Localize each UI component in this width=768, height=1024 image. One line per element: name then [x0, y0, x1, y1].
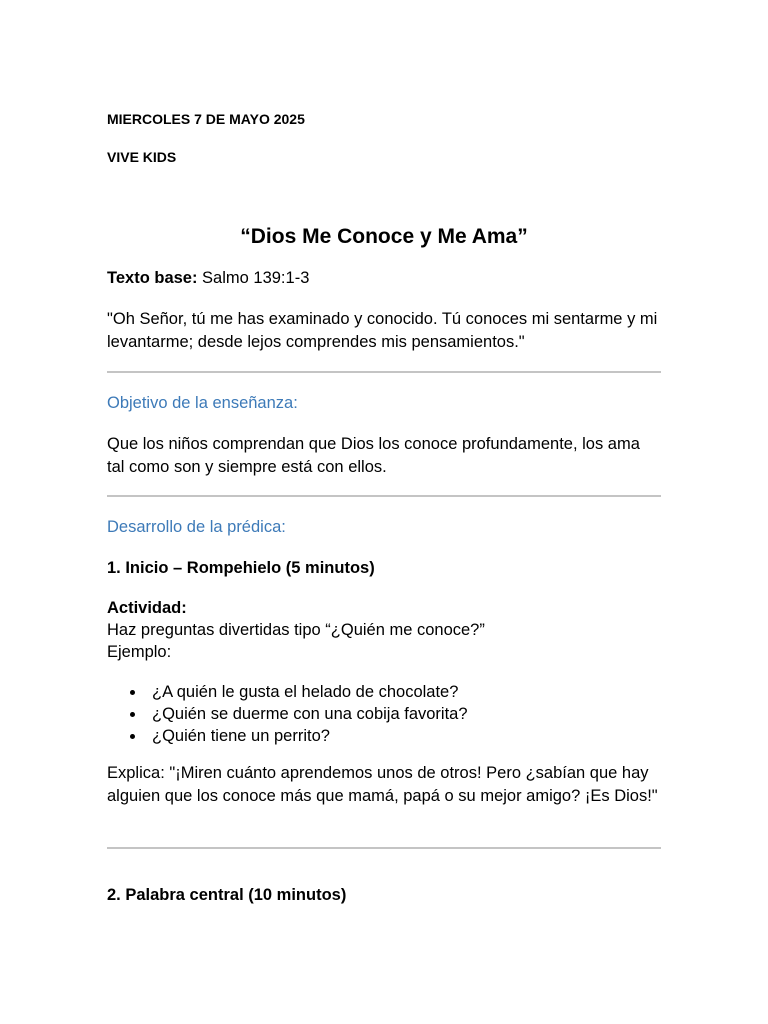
page-title: “Dios Me Conoce y Me Ama” [240, 225, 528, 248]
list-item [107, 703, 661, 725]
date-line: MIERCOLES 7 DE MAYO 2025 [107, 111, 305, 127]
base-text-line [107, 267, 661, 290]
section1-title: 1. Inicio – Rompehielo (5 minutos) [107, 559, 375, 577]
verse-text: "Oh Señor, tú me has examinado y conocido. Tú conoces mi sentarme y mi levantarme; desde lejos comprendes mis pensamientos." [107, 310, 658, 351]
question-text: ¿A quién le gusta el helado de chocolate? [152, 683, 459, 701]
ministry-name: VIVE KIDS [107, 149, 177, 165]
activity-line: Haz preguntas divertidas tipo “¿Quién me conoce?” [107, 621, 485, 639]
development-heading: Desarrollo de la prédica: [107, 518, 286, 536]
base-text-label: Texto base: [107, 269, 198, 287]
question-list [107, 681, 661, 747]
objective-heading: Objetivo de la enseñanza: [107, 394, 298, 412]
divider [107, 371, 661, 373]
divider [107, 847, 661, 849]
bullet-icon [130, 712, 135, 717]
example-label: Ejemplo: [107, 643, 172, 661]
list-item [107, 725, 661, 747]
activity-label: Actividad: [107, 599, 187, 617]
question-text: ¿Quién se duerme con una cobija favorita? [152, 705, 468, 723]
explanation-text: Explica: "¡Miren cuánto aprendemos unos de otros! Pero ¿sabían que hay alguien que los conoce más que mamá, papá o su mejor amigo? ¡Es Dios!" [107, 764, 658, 805]
bullet-icon [130, 690, 135, 695]
bullet-icon [130, 734, 135, 739]
section2-title: 2. Palabra central (10 minutos) [107, 886, 347, 904]
objective-text: Que los niños comprendan que Dios los conoce profundamente, los ama tal como son y siempre está con ellos. [107, 435, 640, 476]
list-item [107, 681, 661, 703]
base-text-reference: Salmo 139:1-3 [197, 269, 310, 287]
question-text: ¿Quién tiene un perrito? [152, 727, 330, 745]
divider [107, 495, 661, 497]
